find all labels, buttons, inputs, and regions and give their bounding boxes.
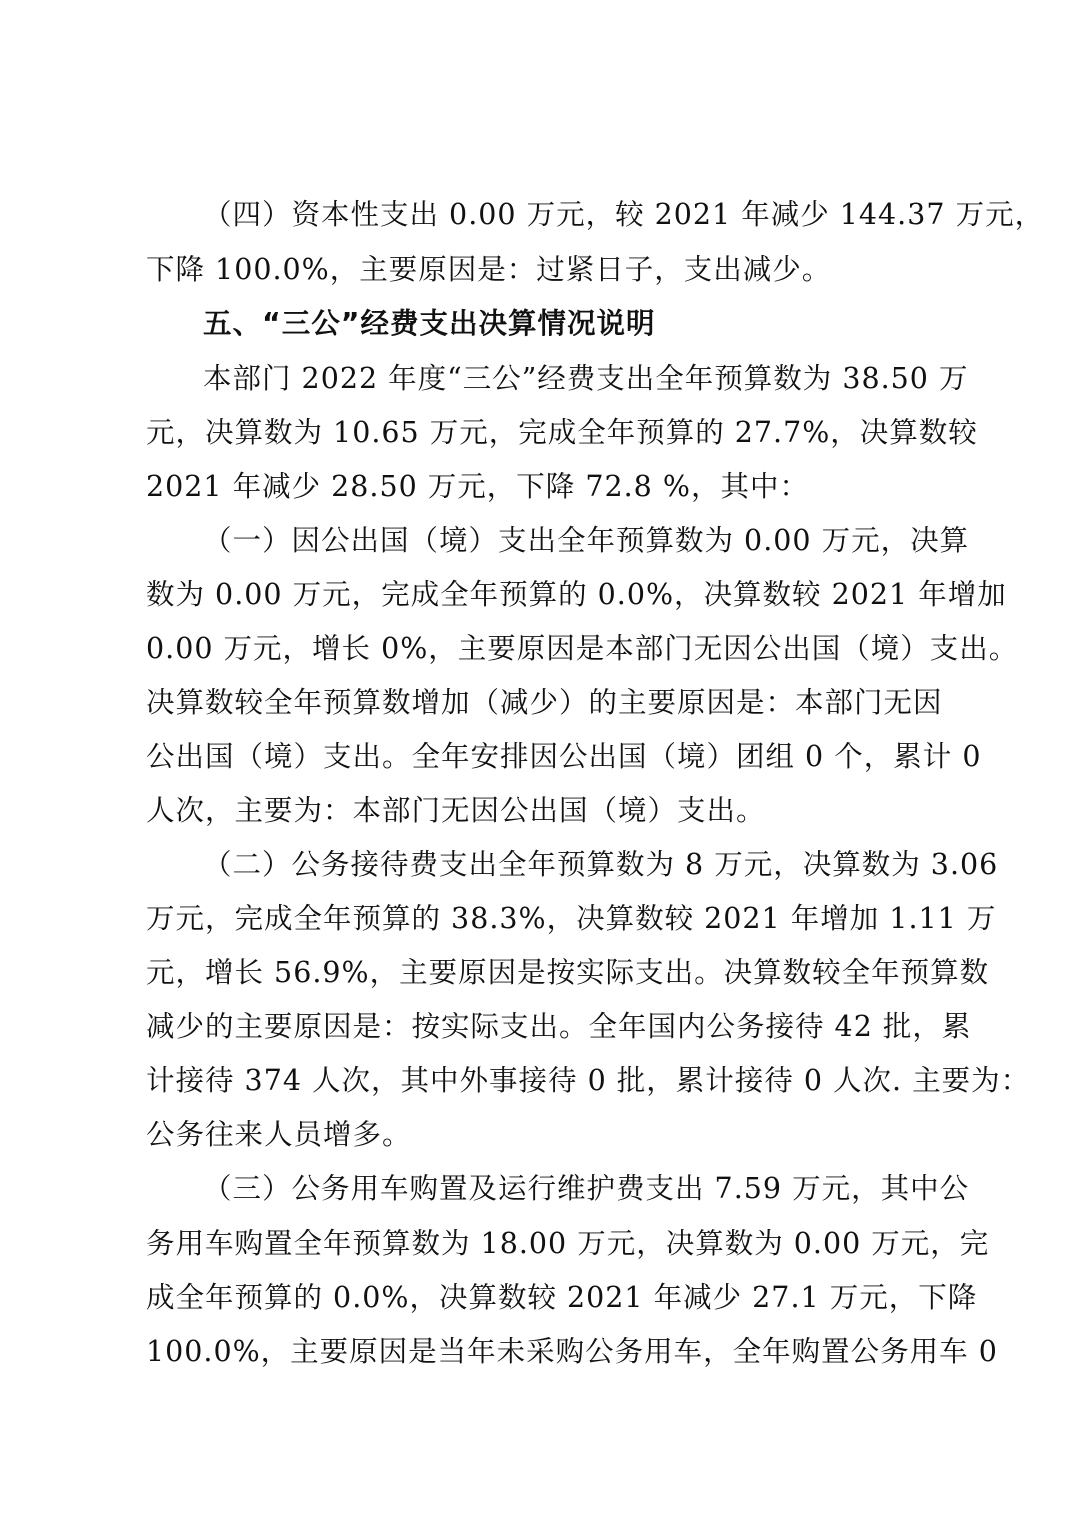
paragraph-overseas-line-2: 数为 0.00 万元，完成全年预算的 0.0%，决算数较 2021 年增加	[146, 578, 1007, 611]
paragraph-overseas-line-5: 公出国（境）支出。全年安排因公出国（境）团组 0 个，累计 0	[146, 740, 982, 773]
paragraph-capital-expenditure-line-2: 下降 100.0%，主要原因是：过紧日子，支出减少。	[146, 253, 832, 286]
paragraph-reception-line-3: 元，增长 56.9%，主要原因是按实际支出。决算数较全年预算数	[146, 956, 990, 989]
paragraph-overseas-line-6: 人次，主要为：本部门无因公出国（境）支出。	[146, 794, 766, 827]
paragraph-summary-line-2: 元，决算数为 10.65 万元，完成全年预算的 27.7%，决算数较	[146, 416, 978, 449]
paragraph-vehicle-line-2: 务用车购置全年预算数为 18.00 万元，决算数为 0.00 万元，完	[146, 1227, 990, 1260]
paragraph-overseas-line-1: （一）因公出国（境）支出全年预算数为 0.00 万元，决算	[203, 524, 970, 557]
paragraph-reception-line-1: （二）公务接待费支出全年预算数为 8 万元，决算数为 3.06	[203, 848, 999, 881]
paragraph-reception-line-4: 减少的主要原因是：按实际支出。全年国内公务接待 42 批，累	[146, 1010, 972, 1043]
paragraph-summary-line-1: 本部门 2022 年度“三公”经费支出全年预算数为 38.50 万	[203, 362, 969, 395]
paragraph-overseas-line-4: 决算数较全年预算数增加（减少）的主要原因是：本部门无因	[146, 686, 943, 719]
paragraph-reception-line-6: 公务往来人员增多。	[146, 1118, 412, 1151]
paragraph-summary-line-3: 2021 年减少 28.50 万元，下降 72.8 %，其中：	[146, 470, 809, 503]
paragraph-overseas-line-3: 0.00 万元，增长 0%，主要原因是本部门无因公出国（境）支出。	[146, 632, 1019, 665]
paragraph-vehicle-line-3: 成全年预算的 0.0%，决算数较 2021 年减少 27.1 万元，下降	[146, 1281, 978, 1314]
paragraph-vehicle-line-1: （三）公务用车购置及运行维护费支出 7.59 万元，其中公	[203, 1172, 970, 1205]
paragraph-capital-expenditure-line-1: （四）资本性支出 0.00 万元，较 2021 年减少 144.37 万元，	[203, 198, 1045, 231]
paragraph-vehicle-line-4: 100.0%，主要原因是当年未采购公务用车，全年购置公务用车 0	[146, 1335, 998, 1368]
section-heading-three-public: 五、“三公”经费支出决算情况说明	[203, 307, 656, 340]
paragraph-reception-line-2: 万元，完成全年预算的 38.3%，决算数较 2021 年增加 1.11 万	[146, 902, 997, 935]
paragraph-reception-line-5: 计接待 374 人次，其中外事接待 0 批，累计接待 0 人次. 主要为：	[146, 1064, 1031, 1097]
